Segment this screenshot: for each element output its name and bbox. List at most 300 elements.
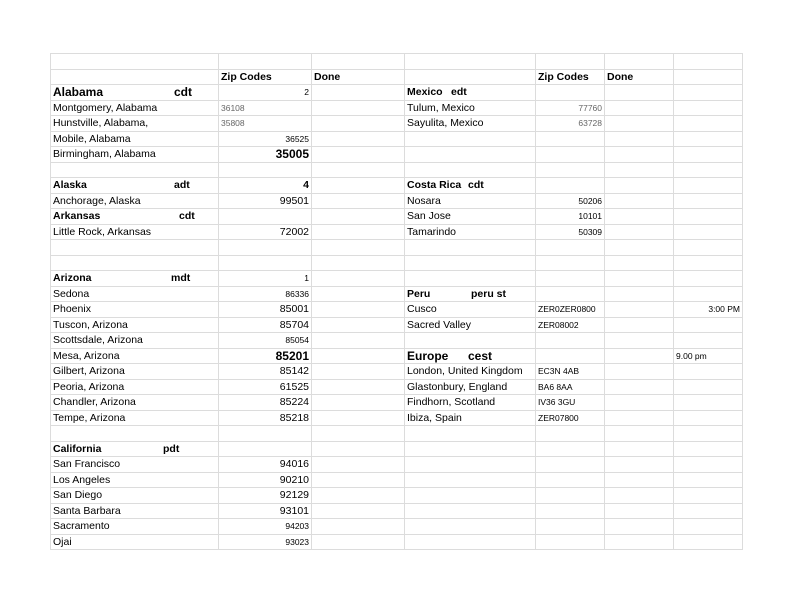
- sheet-cell[interactable]: [219, 348, 312, 364]
- cell-value: Glastonbury, England: [407, 380, 508, 393]
- sheet-cell[interactable]: [674, 441, 743, 457]
- sheet-cell[interactable]: [605, 131, 674, 147]
- sheet-cell[interactable]: [405, 426, 536, 442]
- sheet-cell[interactable]: [674, 333, 743, 349]
- sheet-cell[interactable]: [219, 410, 312, 426]
- sheet-row: [51, 534, 743, 550]
- cell-wrapper: [407, 209, 533, 223]
- sheet-cell[interactable]: [405, 131, 536, 147]
- sheet-cell[interactable]: [312, 364, 405, 380]
- sheet-cell[interactable]: [674, 348, 743, 364]
- sheet-cell[interactable]: [219, 472, 312, 488]
- timezone-label: mdt: [171, 272, 191, 285]
- sheet-cell[interactable]: [405, 54, 536, 70]
- sheet-cell[interactable]: [51, 472, 219, 488]
- sheet-cell[interactable]: [219, 286, 312, 302]
- sheet-cell[interactable]: [312, 240, 405, 256]
- sheet-cell[interactable]: [312, 534, 405, 550]
- sheet-cell[interactable]: [51, 100, 219, 116]
- sheet-cell[interactable]: [219, 255, 312, 271]
- sheet-row: [51, 488, 743, 504]
- sheet-cell[interactable]: [51, 240, 219, 256]
- sheet-cell[interactable]: [536, 410, 605, 426]
- sheet-cell[interactable]: [219, 317, 312, 333]
- sheet-cell[interactable]: [405, 317, 536, 333]
- sheet-cell[interactable]: [536, 379, 605, 395]
- sheet-cell[interactable]: [536, 54, 605, 70]
- sheet-cell[interactable]: [51, 395, 219, 411]
- sheet-cell[interactable]: [51, 85, 219, 101]
- sheet-cell[interactable]: [536, 116, 605, 132]
- sheet-cell[interactable]: [536, 240, 605, 256]
- sheet-cell[interactable]: [405, 224, 536, 240]
- cell-value: Zip Codes: [538, 70, 589, 83]
- sheet-cell[interactable]: [405, 410, 536, 426]
- timezone-label: cest: [468, 348, 493, 363]
- sheet-cell[interactable]: [405, 286, 536, 302]
- cell-wrapper: [53, 411, 216, 425]
- cell-wrapper: [221, 395, 309, 409]
- cell-value: 85054: [285, 335, 309, 346]
- sheet-cell[interactable]: [51, 131, 219, 147]
- sheet-cell[interactable]: [605, 364, 674, 380]
- sheet-cell[interactable]: [312, 457, 405, 473]
- sheet-cell[interactable]: [312, 426, 405, 442]
- sheet-cell[interactable]: [605, 379, 674, 395]
- sheet-cell[interactable]: [51, 457, 219, 473]
- sheet-cell[interactable]: [312, 224, 405, 240]
- cell-wrapper: [53, 132, 216, 146]
- sheet-cell[interactable]: [51, 333, 219, 349]
- sheet-cell[interactable]: [219, 162, 312, 178]
- cell-value: Tulum, Mexico: [407, 101, 475, 114]
- sheet-cell[interactable]: [219, 69, 312, 85]
- sheet-row: [51, 286, 743, 302]
- sheet-cell[interactable]: [405, 441, 536, 457]
- cell-value: ZER08002: [538, 319, 579, 330]
- sheet-cell[interactable]: [405, 379, 536, 395]
- sheet-cell[interactable]: [312, 379, 405, 395]
- sheet-cell[interactable]: [219, 240, 312, 256]
- sheet-cell[interactable]: [605, 395, 674, 411]
- cell-wrapper: [407, 380, 533, 394]
- sheet-cell[interactable]: [605, 178, 674, 194]
- sheet-row: [51, 302, 743, 318]
- sheet-cell[interactable]: [674, 240, 743, 256]
- sheet-cell[interactable]: [219, 503, 312, 519]
- sheet-cell[interactable]: [536, 302, 605, 318]
- cell-wrapper: [676, 302, 740, 316]
- sheet-cell[interactable]: [219, 519, 312, 535]
- cell-wrapper: [53, 488, 216, 502]
- sheet-cell[interactable]: [312, 317, 405, 333]
- sheet-cell[interactable]: [219, 379, 312, 395]
- sheet-cell[interactable]: [51, 255, 219, 271]
- cell-wrapper: [53, 457, 216, 471]
- sheet-cell[interactable]: [405, 116, 536, 132]
- sheet-cell[interactable]: [605, 302, 674, 318]
- sheet-cell[interactable]: [312, 85, 405, 101]
- sheet-cell[interactable]: [536, 85, 605, 101]
- sheet-cell[interactable]: [536, 395, 605, 411]
- sheet-cell[interactable]: [605, 147, 674, 163]
- sheet-cell[interactable]: [674, 519, 743, 535]
- sheet-cell[interactable]: [536, 224, 605, 240]
- cell-value: 9.00 pm: [676, 350, 707, 361]
- sheet-cell[interactable]: [312, 441, 405, 457]
- sheet-cell[interactable]: [405, 255, 536, 271]
- sheet-cell[interactable]: [605, 193, 674, 209]
- sheet-cell[interactable]: [536, 193, 605, 209]
- sheet-cell[interactable]: [536, 317, 605, 333]
- sheet-cell[interactable]: [51, 488, 219, 504]
- sheet-cell[interactable]: [312, 271, 405, 287]
- sheet-cell[interactable]: [605, 457, 674, 473]
- sheet-cell[interactable]: [51, 410, 219, 426]
- sheet-cell[interactable]: [536, 364, 605, 380]
- sheet-cell[interactable]: [312, 302, 405, 318]
- cell-wrapper: [407, 287, 533, 301]
- sheet-cell[interactable]: [51, 162, 219, 178]
- sheet-cell[interactable]: [405, 333, 536, 349]
- spreadsheet-grid: [50, 53, 743, 550]
- sheet-cell[interactable]: [51, 503, 219, 519]
- sheet-cell[interactable]: [51, 441, 219, 457]
- cell-wrapper: [221, 457, 309, 471]
- sheet-cell[interactable]: [219, 364, 312, 380]
- sheet-cell[interactable]: [605, 333, 674, 349]
- sheet-cell[interactable]: [312, 193, 405, 209]
- sheet-row: [51, 457, 743, 473]
- sheet-cell[interactable]: [536, 255, 605, 271]
- sheet-cell[interactable]: [536, 457, 605, 473]
- sheet-cell[interactable]: [674, 317, 743, 333]
- cell-value: 35808: [221, 118, 245, 129]
- cell-wrapper: [53, 147, 216, 161]
- sheet-cell[interactable]: [312, 410, 405, 426]
- sheet-cell[interactable]: [605, 255, 674, 271]
- sheet-cell[interactable]: [674, 426, 743, 442]
- sheet-cell[interactable]: [674, 69, 743, 85]
- sheet-cell[interactable]: [536, 333, 605, 349]
- sheet-cell[interactable]: [51, 54, 219, 70]
- cell-value: Phoenix: [53, 303, 91, 316]
- sheet-cell[interactable]: [312, 178, 405, 194]
- sheet-cell[interactable]: [674, 271, 743, 287]
- sheet-cell[interactable]: [605, 488, 674, 504]
- sheet-cell[interactable]: [674, 488, 743, 504]
- sheet-cell[interactable]: [312, 100, 405, 116]
- sheet-cell[interactable]: [536, 472, 605, 488]
- sheet-cell[interactable]: [405, 209, 536, 225]
- sheet-cell[interactable]: [605, 286, 674, 302]
- sheet-cell[interactable]: [674, 209, 743, 225]
- cell-wrapper: [407, 302, 533, 316]
- cell-wrapper: [221, 101, 309, 115]
- cell-wrapper: [53, 178, 216, 192]
- cell-wrapper: [221, 178, 309, 192]
- cell-wrapper: [221, 333, 309, 347]
- sheet-cell[interactable]: [605, 240, 674, 256]
- cell-value: Gilbert, Arizona: [53, 365, 125, 378]
- sheet-cell[interactable]: [51, 193, 219, 209]
- sheet-cell[interactable]: [405, 162, 536, 178]
- cell-value: Santa Barbara: [53, 504, 121, 517]
- sheet-cell[interactable]: [219, 85, 312, 101]
- sheet-cell[interactable]: [51, 209, 219, 225]
- cell-value: 85704: [279, 318, 309, 331]
- sheet-cell[interactable]: [219, 100, 312, 116]
- sheet-cell[interactable]: [219, 488, 312, 504]
- sheet-cell[interactable]: [219, 457, 312, 473]
- sheet-cell[interactable]: [605, 441, 674, 457]
- sheet-cell[interactable]: [312, 503, 405, 519]
- sheet-cell[interactable]: [312, 255, 405, 271]
- sheet-cell[interactable]: [605, 426, 674, 442]
- sheet-cell[interactable]: [405, 240, 536, 256]
- sheet-cell[interactable]: [51, 147, 219, 163]
- sheet-cell[interactable]: [605, 100, 674, 116]
- sheet-cell[interactable]: [605, 472, 674, 488]
- cell-wrapper: [407, 194, 533, 208]
- sheet-cell[interactable]: [605, 519, 674, 535]
- cell-wrapper: [221, 225, 309, 239]
- sheet-cell[interactable]: [405, 100, 536, 116]
- sheet-row: [51, 503, 743, 519]
- sheet-cell[interactable]: [605, 224, 674, 240]
- sheet-row: [51, 395, 743, 411]
- cell-value: 36525: [285, 133, 309, 144]
- sheet-cell[interactable]: [536, 534, 605, 550]
- sheet-cell[interactable]: [312, 209, 405, 225]
- sheet-cell[interactable]: [674, 410, 743, 426]
- sheet-cell[interactable]: [405, 85, 536, 101]
- timezone-label: cdt: [174, 85, 192, 100]
- cell-value: 72002: [279, 225, 309, 238]
- sheet-cell[interactable]: [674, 503, 743, 519]
- timezone-label: cdt: [179, 210, 195, 223]
- sheet-cell[interactable]: [219, 131, 312, 147]
- cell-wrapper: [538, 318, 602, 332]
- sheet-cell[interactable]: [674, 116, 743, 132]
- sheet-cell[interactable]: [405, 147, 536, 163]
- cell-value: Ojai: [53, 535, 72, 548]
- sheet-cell[interactable]: [51, 348, 219, 364]
- sheet-cell[interactable]: [605, 85, 674, 101]
- sheet-cell[interactable]: [605, 503, 674, 519]
- sheet-cell[interactable]: [312, 131, 405, 147]
- sheet-cell[interactable]: [312, 286, 405, 302]
- sheet-cell[interactable]: [674, 395, 743, 411]
- sheet-cell[interactable]: [674, 224, 743, 240]
- cell-value: Tempe, Arizona: [53, 411, 126, 424]
- sheet-cell[interactable]: [219, 116, 312, 132]
- sheet-row: [51, 255, 743, 271]
- sheet-cell[interactable]: [605, 410, 674, 426]
- sheet-cell[interactable]: [312, 116, 405, 132]
- sheet-cell[interactable]: [536, 69, 605, 85]
- cell-value: 94016: [279, 458, 309, 471]
- sheet-cell[interactable]: [536, 147, 605, 163]
- sheet-cell[interactable]: [605, 69, 674, 85]
- sheet-cell[interactable]: [605, 209, 674, 225]
- sheet-cell[interactable]: [674, 100, 743, 116]
- sheet-cell[interactable]: [605, 162, 674, 178]
- sheet-cell[interactable]: [674, 364, 743, 380]
- sheet-cell[interactable]: [536, 348, 605, 364]
- sheet-cell[interactable]: [51, 379, 219, 395]
- sheet-cell[interactable]: [536, 519, 605, 535]
- cell-value: Sacramento: [53, 520, 110, 533]
- sheet-cell[interactable]: [605, 54, 674, 70]
- sheet-cell[interactable]: [405, 472, 536, 488]
- sheet-row: [51, 209, 743, 225]
- sheet-cell[interactable]: [219, 302, 312, 318]
- sheet-cell[interactable]: [312, 472, 405, 488]
- section-heading: Mexico: [407, 86, 443, 99]
- sheet-cell[interactable]: [312, 395, 405, 411]
- sheet-cell[interactable]: [674, 534, 743, 550]
- cell-wrapper: [407, 116, 533, 130]
- sheet-cell[interactable]: [51, 286, 219, 302]
- sheet-cell[interactable]: [536, 131, 605, 147]
- cell-wrapper: [221, 488, 309, 502]
- cell-value: Chandler, Arizona: [53, 396, 136, 409]
- sheet-cell[interactable]: [405, 364, 536, 380]
- sheet-cell[interactable]: [605, 271, 674, 287]
- sheet-cell[interactable]: [219, 147, 312, 163]
- sheet-cell[interactable]: [405, 457, 536, 473]
- sheet-cell[interactable]: [674, 131, 743, 147]
- cell-value: 10101: [578, 211, 602, 222]
- sheet-cell[interactable]: [536, 162, 605, 178]
- sheet-cell[interactable]: [536, 100, 605, 116]
- sheet-cell[interactable]: [405, 395, 536, 411]
- sheet-cell[interactable]: [605, 348, 674, 364]
- cell-value: 50206: [578, 195, 602, 206]
- sheet-cell[interactable]: [405, 69, 536, 85]
- sheet-cell[interactable]: [405, 271, 536, 287]
- sheet-cell[interactable]: [51, 178, 219, 194]
- sheet-cell[interactable]: [51, 69, 219, 85]
- sheet-cell[interactable]: [405, 178, 536, 194]
- sheet-cell[interactable]: [219, 395, 312, 411]
- sheet-cell[interactable]: [312, 519, 405, 535]
- sheet-cell[interactable]: [605, 534, 674, 550]
- cell-wrapper: [53, 209, 216, 223]
- sheet-cell[interactable]: [219, 534, 312, 550]
- sheet-cell[interactable]: [312, 147, 405, 163]
- sheet-cell[interactable]: [405, 503, 536, 519]
- sheet-cell[interactable]: [674, 162, 743, 178]
- sheet-cell[interactable]: [219, 54, 312, 70]
- sheet-cell[interactable]: [405, 534, 536, 550]
- sheet-cell[interactable]: [51, 224, 219, 240]
- sheet-cell[interactable]: [405, 302, 536, 318]
- cell-value: ZER0ZER0800: [538, 304, 596, 315]
- sheet-cell[interactable]: [51, 271, 219, 287]
- sheet-cell[interactable]: [312, 333, 405, 349]
- cell-value: 36108: [221, 102, 245, 113]
- sheet-cell[interactable]: [674, 302, 743, 318]
- sheet-cell[interactable]: [51, 534, 219, 550]
- sheet-cell[interactable]: [536, 178, 605, 194]
- sheet-cell[interactable]: [605, 317, 674, 333]
- sheet-cell[interactable]: [405, 348, 536, 364]
- sheet-cell[interactable]: [674, 54, 743, 70]
- sheet-cell[interactable]: [674, 193, 743, 209]
- sheet-cell[interactable]: [674, 286, 743, 302]
- sheet-row: [51, 193, 743, 209]
- sheet-cell[interactable]: [219, 426, 312, 442]
- sheet-cell[interactable]: [536, 503, 605, 519]
- sheet-row: [51, 131, 743, 147]
- sheet-cell[interactable]: [674, 255, 743, 271]
- cell-wrapper: [538, 364, 602, 378]
- sheet-cell[interactable]: [674, 147, 743, 163]
- sheet-cell[interactable]: [536, 286, 605, 302]
- sheet-cell[interactable]: [51, 116, 219, 132]
- cell-value: 85218: [279, 411, 309, 424]
- cell-value: Hunstville, Alabama,: [53, 117, 149, 130]
- sheet-cell[interactable]: [536, 441, 605, 457]
- sheet-cell[interactable]: [674, 379, 743, 395]
- sheet-cell[interactable]: [674, 85, 743, 101]
- cell-value: 93023: [285, 536, 309, 547]
- sheet-cell[interactable]: [312, 162, 405, 178]
- sheet-row: [51, 410, 743, 426]
- sheet-cell[interactable]: [405, 519, 536, 535]
- sheet-cell[interactable]: [405, 193, 536, 209]
- sheet-cell[interactable]: [219, 178, 312, 194]
- sheet-cell[interactable]: [312, 54, 405, 70]
- sheet-cell[interactable]: [405, 488, 536, 504]
- sheet-cell[interactable]: [51, 364, 219, 380]
- cell-value: IV36 3GU: [538, 397, 576, 408]
- sheet-cell[interactable]: [219, 193, 312, 209]
- sheet-cell[interactable]: [312, 348, 405, 364]
- cell-wrapper: [407, 101, 533, 115]
- sheet-cell[interactable]: [674, 457, 743, 473]
- cell-wrapper: [221, 411, 309, 425]
- cell-value: 85142: [279, 365, 309, 378]
- cell-value: Sayulita, Mexico: [407, 117, 484, 130]
- cell-wrapper: [221, 380, 309, 394]
- sheet-cell[interactable]: [312, 69, 405, 85]
- sheet-cell[interactable]: [219, 224, 312, 240]
- sheet-cell[interactable]: [51, 426, 219, 442]
- sheet-cell[interactable]: [219, 333, 312, 349]
- sheet-cell[interactable]: [219, 209, 312, 225]
- cell-wrapper: [538, 70, 602, 84]
- sheet-cell[interactable]: [536, 271, 605, 287]
- sheet-cell[interactable]: [536, 209, 605, 225]
- sheet-cell[interactable]: [51, 302, 219, 318]
- sheet-cell[interactable]: [605, 116, 674, 132]
- sheet-cell[interactable]: [219, 271, 312, 287]
- sheet-cell[interactable]: [674, 472, 743, 488]
- cell-wrapper: [538, 411, 602, 425]
- sheet-cell[interactable]: [312, 488, 405, 504]
- sheet-cell[interactable]: [219, 441, 312, 457]
- sheet-cell[interactable]: [51, 519, 219, 535]
- cell-value: Cusco: [407, 303, 437, 316]
- sheet-cell[interactable]: [674, 178, 743, 194]
- sheet-cell[interactable]: [536, 426, 605, 442]
- sheet-cell[interactable]: [51, 317, 219, 333]
- sheet-cell[interactable]: [536, 488, 605, 504]
- sheet-row: [51, 162, 743, 178]
